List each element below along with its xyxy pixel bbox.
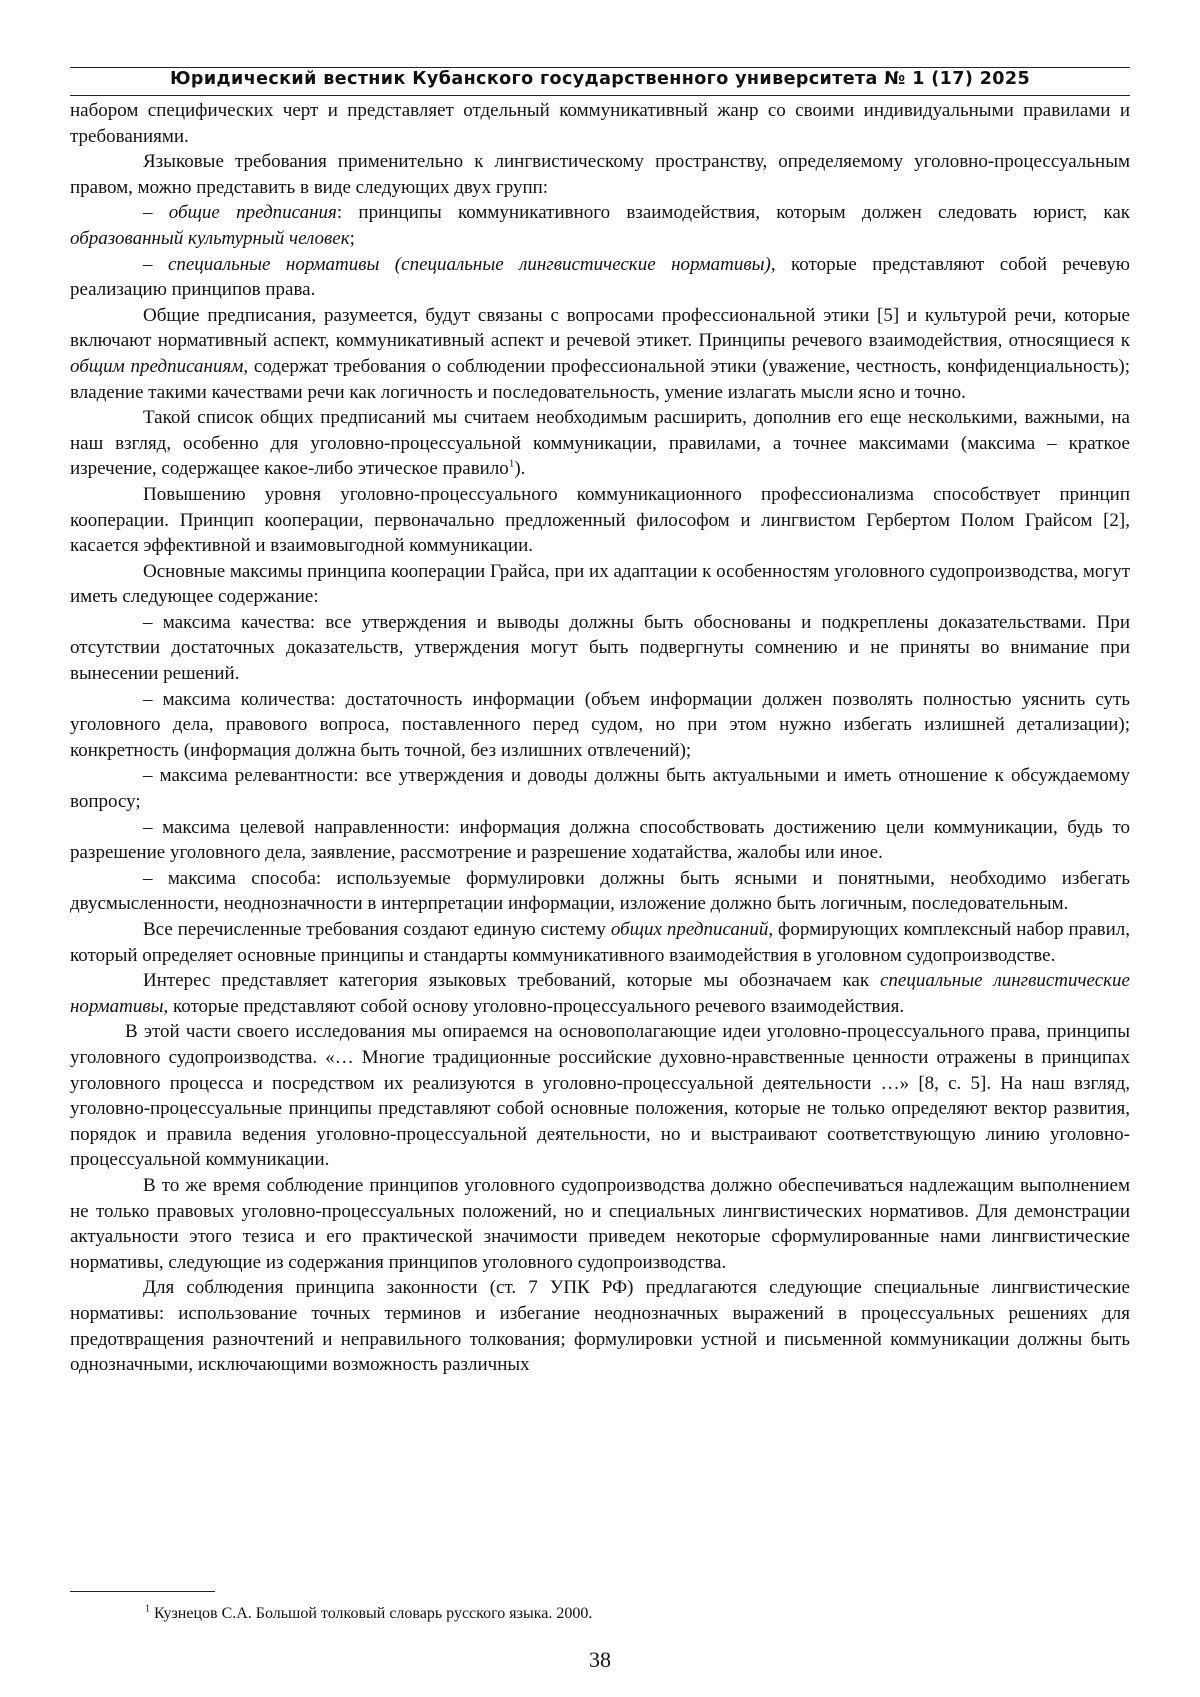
- page-number: 38: [0, 1647, 1200, 1673]
- text-span: Такой список общих предписаний мы считаем необходимым расширить, дополнив его еще несколькими, важными, на наш взгляд, особенно для уголовно-процессуальной коммуникации, правилами, а точнее максимами (максима – краткое изречение, содержащее какое-либо этическое правило: [70, 407, 1130, 479]
- emphasis: общих предписаний: [611, 919, 769, 940]
- list-item: – максима количества: достаточность информации (объем информации должен позволять полностью уяснить суть уголовного дела, правового вопроса, поставленного перед судом, но при этом нужно избегать излишней детализации); конкретность (информация должна быть точной, без излишних отвлечений);: [70, 687, 1130, 764]
- article-body: [70, 98, 1130, 1378]
- text-span: , которые представляют собой основу уголовно-процессуального речевого взаимодействия.: [163, 996, 904, 1017]
- paragraph: Языковые требования применительно к лингвистическому пространству, определяемому уголовно-процессуальным правом, можно представить в виде следующих двух групп:: [70, 149, 1130, 200]
- emphasis: общим предписаниям: [70, 356, 243, 377]
- footnote: [145, 1605, 592, 1623]
- text-span: , которые представляют собой речевую реализацию принципов права.: [70, 254, 1130, 301]
- emphasis: – специальные нормативы (специальные лингвистические нормативы): [143, 254, 771, 275]
- footnote-rule: [70, 1591, 215, 1592]
- footnote-ref: 1: [509, 458, 515, 470]
- paragraph: [70, 303, 1130, 405]
- list-item: – максима способа: используемые формулировки должны быть ясными и понятными, необходимо избегать двусмысленности, неоднозначности в интерпретации информации, изложение должно быть логичным, последовательным.: [70, 866, 1130, 917]
- text-span: Интерес представляет категория языковых требований, которые мы обозначаем как: [143, 970, 880, 991]
- paragraph: Для соблюдения принципа законности (ст. 7 УПК РФ) предлагаются следующие специальные лингвистические нормативы: использование точных терминов и избегание неоднозначных выражений в процессуальных решениях для предотвращения разночтений и неправильного толкования; формулировки устной и письменной коммуникации должны быть однозначными, исключающими возможность различных: [70, 1275, 1130, 1377]
- paragraph: [70, 968, 1130, 1019]
- list-item: [70, 200, 1130, 251]
- emphasis: образованный культурный человек: [70, 228, 350, 249]
- text-span: Все перечисленные требования создают единую систему: [143, 919, 611, 940]
- emphasis: специальные лингвистические нормативы: [70, 970, 1130, 1017]
- paragraph: набором специфических черт и представляет отдельный коммуникативный жанр со своими индивидуальными правилами и требованиями.: [70, 98, 1130, 149]
- list-item: [70, 252, 1130, 303]
- text-span: ;: [350, 228, 355, 249]
- paragraph: [70, 405, 1130, 482]
- footnote-marker: 1: [145, 1604, 150, 1615]
- text-span: , содержат требования о соблюдении профессиональной этики (уважение, честность, конфиденциальность); владение такими качествами речи как логичность и последовательность, умение излагать мысли ясно и точно.: [70, 356, 1130, 403]
- list-item: – максима качества: все утверждения и выводы должны быть обоснованы и подкреплены доказательствами. При отсутствии достаточных доказательств, утверждения могут быть подвергнуты сомнению и не приняты во внимание при вынесении решений.: [70, 610, 1130, 687]
- header-top-rule: [70, 67, 1130, 68]
- footnote-text: Кузнецов С.А. Большой толковый словарь русского языка. 2000.: [150, 1605, 592, 1622]
- text-span: ).: [514, 458, 525, 479]
- paragraph: В этой части своего исследования мы опираемся на основополагающие идеи уголовно-процессуального права, принципы уголовного судопроизводства. «… Многие традиционные российские духовно-нравственные ценности отражены в принципах уголовного процесса и посредством их реализуются в уголовно-процессуальной деятельности …» [8, с. 5]. На наш взгляд, уголовно-процессуальные принципы представляют собой основные положения, которые не только определяют вектор развития, порядок и правила ведения уголовно-процессуальной деятельности, но и выстраивают соответствующую линию уголовно-процессуальной коммуникации.: [70, 1019, 1130, 1173]
- paragraph: [70, 917, 1130, 968]
- paragraph: В то же время соблюдение принципов уголовного судопроизводства должно обеспечиваться надлежащим выполнением не только правовых уголовно-процессуальных положений, но и специальных лингвистических нормативов. Для демонстрации актуальности этого тезиса и его практической значимости приведем некоторые сформулированные нами лингвистические нормативы, следующие из содержания принципов уголовного судопроизводства.: [70, 1173, 1130, 1275]
- text-span: Общие предписания, разумеется, будут связаны с вопросами профессиональной этики [5] и культурой речи, которые включают нормативный аспект, коммуникативный аспект и речевой этикет. Принципы речевого взаимодействия, относящиеся к: [70, 305, 1130, 352]
- journal-header: Юридический вестник Кубанского государственного университета № 1 (17) 2025: [70, 69, 1130, 89]
- paragraph: Повышению уровня уголовно-процессуального коммуникационного профессионализма способствует принцип кооперации. Принцип кооперации, первоначально предложенный философом и лингвистом Гербертом Полом Грайсом [2], касается эффективной и взаимовыгодной коммуникации.: [70, 482, 1130, 559]
- paragraph: Основные максимы принципа кооперации Грайса, при их адаптации к особенностям уголовного судопроизводства, могут иметь следующее содержание:: [70, 559, 1130, 610]
- header-bottom-rule: [70, 95, 1130, 96]
- emphasis: – общие предписания: [143, 202, 337, 223]
- text-span: : принципы коммуникативного взаимодействия, которым должен следовать юрист, как: [337, 202, 1130, 223]
- text-span: , формирующих комплексный набор правил, который определяет основные принципы и стандарты коммуникативного взаимодействия в уголовном судопроизводстве.: [70, 919, 1130, 966]
- list-item: – максима релевантности: все утверждения и доводы должны быть актуальными и иметь отношение к обсуждаемому вопросу;: [70, 763, 1130, 814]
- list-item: – максима целевой направленности: информация должна способствовать достижению цели коммуникации, будь то разрешение уголовного дела, заявление, рассмотрение и разрешение ходатайства, жалобы или иное.: [70, 815, 1130, 866]
